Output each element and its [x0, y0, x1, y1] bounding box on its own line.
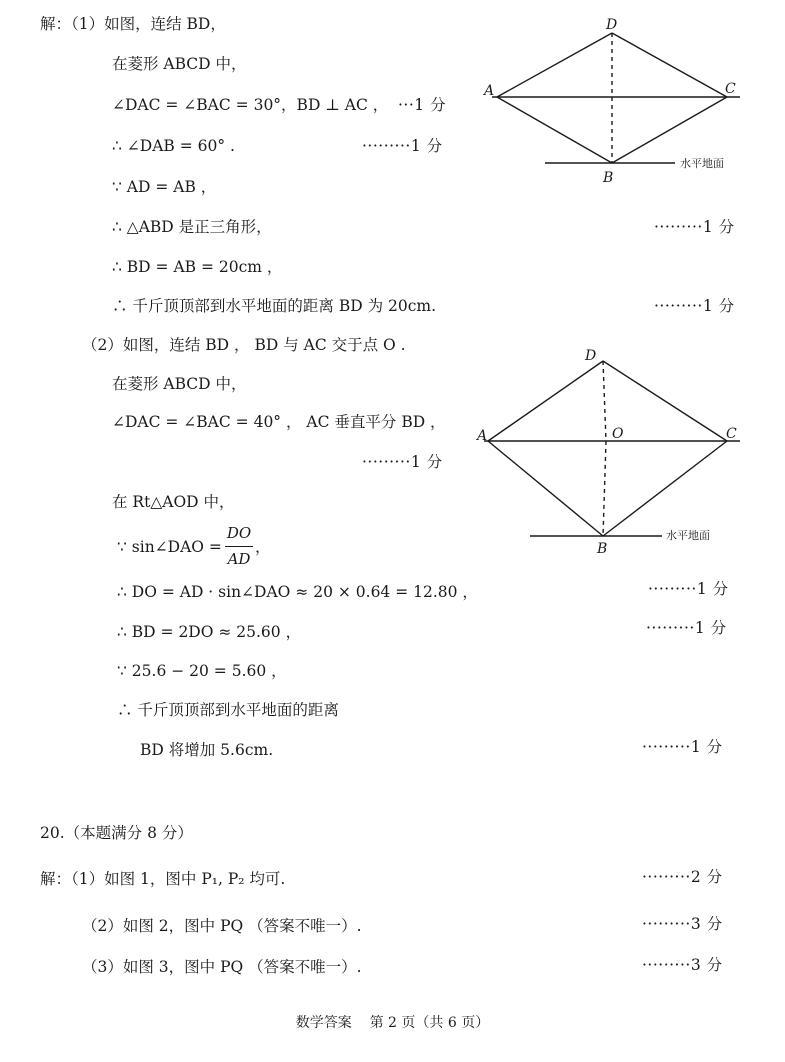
fig1-edge-ab: [497, 97, 612, 163]
p2-line-2: 在菱形 ABCD 中，: [112, 375, 247, 393]
p1-line-3-score: ···1 分: [398, 96, 447, 114]
p2-line-5: [117, 537, 222, 557]
fig2-label-a: A: [477, 428, 488, 444]
page-footer: 数学答案 第 2 页（共 6 页）: [295, 1015, 490, 1031]
fig1-label-d: D: [606, 17, 618, 33]
p1-line-7: ∴ BD = AB = 20cm ，: [112, 258, 283, 276]
q20-line-1-score: ·········2 分: [642, 868, 723, 886]
fig2-ground-label: 水平地面: [666, 529, 710, 542]
p1-line-4: ∴ ∠DAB = 60° .: [112, 137, 235, 155]
p2-line-10: BD 将增加 5.6cm.: [140, 741, 274, 759]
fig1-edge-bc: [612, 97, 727, 163]
fig2-edge-bc: [603, 441, 727, 536]
fig2-diagonal-bd: [603, 361, 606, 536]
q20-line-2-score: ·········3 分: [642, 915, 723, 933]
p1-line-8-score: ·········1 分: [654, 297, 735, 315]
fig2-edge-ad: [488, 361, 603, 441]
p2-line-9: ∴ 千斤顶顶部到水平地面的距离: [117, 701, 339, 719]
fig1-edge-dc: [612, 33, 727, 97]
fig2-label-b: B: [597, 541, 608, 557]
p2-line-8: ∵ 25.6 − 20 = 5.60 ，: [117, 662, 287, 680]
p1-line-4-score: ·········1 分: [362, 137, 443, 155]
q20-line-3-score: ·········3 分: [642, 956, 723, 974]
p1-line-3: ∠DAC = ∠BAC = 30°，BD ⊥ AC ，: [112, 96, 389, 114]
p2-line-7: ∴ BD = 2DO ≈ 25.60 ，: [117, 623, 302, 641]
fig2-label-c: C: [726, 426, 737, 442]
p1-line-5: ∵ AD = AB ，: [112, 178, 217, 196]
q20-line-1: 解：（1）如图 1，图中 P₁, P₂ 均可.: [40, 870, 286, 888]
p1-line-8: ∴ 千斤顶顶部到水平地面的距离 BD 为 20cm.: [112, 297, 437, 315]
p1-line-6-score: ·········1 分: [654, 218, 735, 236]
q20-line-2: （2）如图 2，图中 PQ （答案不唯一）.: [82, 917, 362, 935]
p1-line-2: 在菱形 ABCD 中，: [112, 55, 247, 73]
fig2-label-d: D: [585, 348, 597, 364]
q20-heading: 20.（本题满分 8 分）: [40, 824, 193, 842]
fig1-label-a: A: [484, 83, 495, 99]
q20-line-3: （3）如图 3，图中 PQ （答案不唯一）.: [82, 958, 362, 976]
p2-line-3-score: ·········1 分: [362, 453, 443, 471]
p1-line-6: ∴ △ABD 是正三角形，: [112, 218, 272, 236]
fraction-bar: [225, 546, 253, 547]
p2-line-10-score: ·········1 分: [642, 738, 723, 756]
fraction-denominator: AD: [227, 550, 251, 568]
p2-line-7-score: ·········1 分: [646, 619, 727, 637]
fig1-label-b: B: [603, 170, 614, 186]
fraction-numerator: DO: [226, 524, 252, 542]
fig2-label-o: O: [612, 426, 624, 442]
p2-line-1: （2）如图，连结 BD ， BD 与 AC 交于点 O .: [82, 336, 406, 354]
p2-line-5-suffix: ，: [255, 538, 271, 556]
fig1-label-c: C: [725, 81, 736, 97]
p2-line-4: 在 Rt△AOD 中，: [112, 493, 235, 511]
p2-line-5-prefix: ∵ sin∠DAO =: [117, 538, 222, 556]
p2-line-6: ∴ DO = AD · sin∠DAO ≈ 20 × 0.64 = 12.80 ，: [117, 583, 478, 601]
fig2-edge-ab: [488, 441, 603, 536]
p2-line-6-score: ·········1 分: [648, 580, 729, 598]
fig1-ground-label: 水平地面: [680, 157, 724, 170]
p1-line-1: 解：（1）如图，连结 BD，: [40, 15, 226, 33]
p2-line-3: ∠DAC = ∠BAC = 40° ， AC 垂直平分 BD ，: [112, 413, 446, 431]
fig2-edge-dc: [603, 361, 727, 441]
fig1-edge-ad: [497, 33, 612, 97]
